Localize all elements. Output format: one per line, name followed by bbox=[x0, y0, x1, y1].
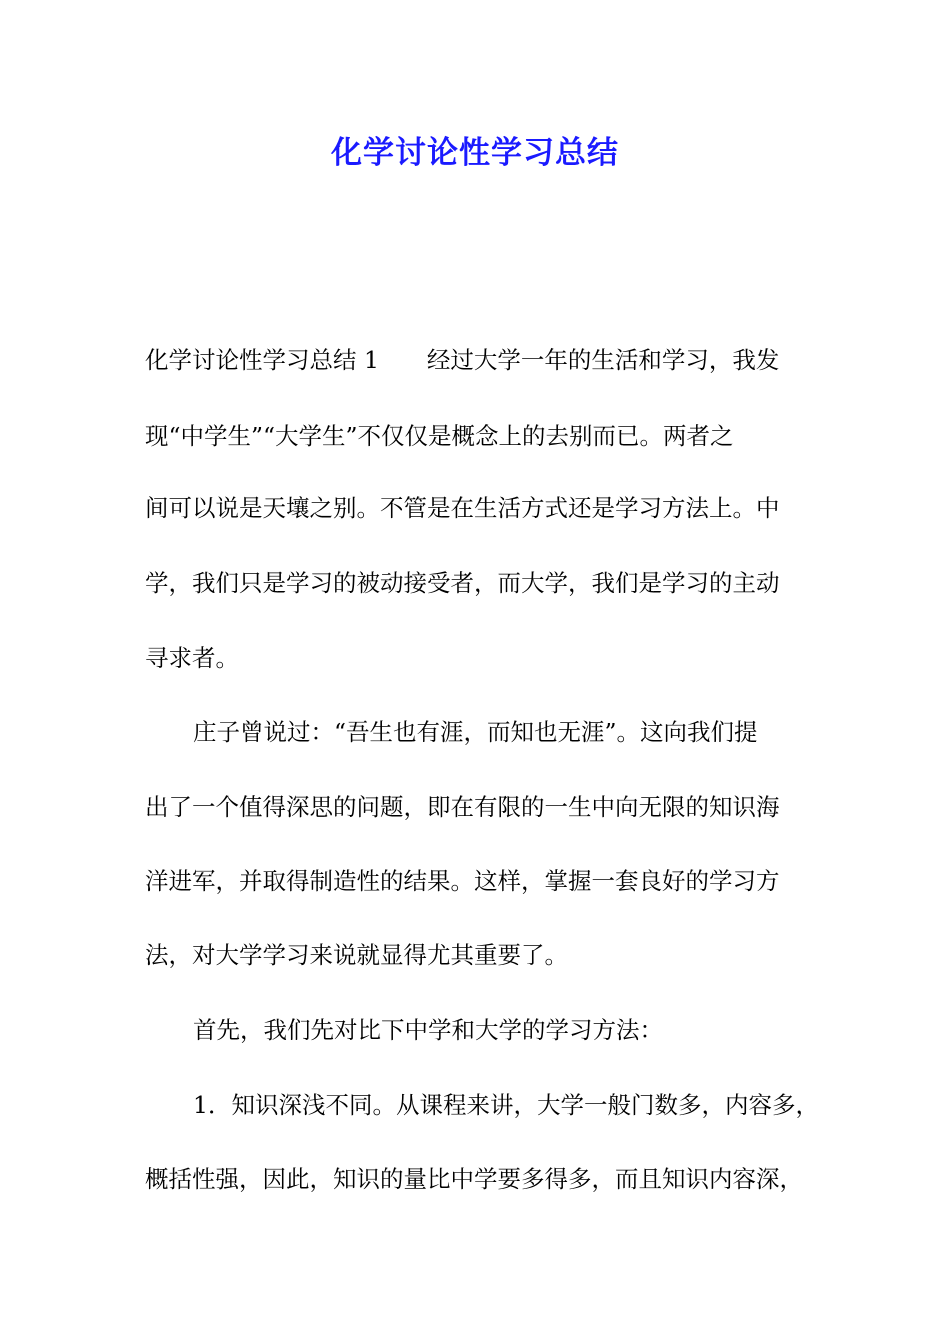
paragraph-line: 庄子曾说过：“吾生也有涯，而知也无涯”。这向我们提 bbox=[193, 718, 758, 746]
paragraph-text: 经过大学一年的生活和学习，我发 bbox=[426, 346, 780, 374]
paragraph-line: 法，对大学学习来说就显得尤其重要了。 bbox=[145, 941, 568, 969]
paragraph-line: 现“中学生”“大学生”不仅仅是概念上的去别而已。两者之 bbox=[145, 422, 734, 450]
paragraph-line: 1．知识深浅不同。从课程来讲，大学一般门数多，内容多， bbox=[193, 1091, 819, 1119]
section-heading: 化学讨论性学习总结 1 bbox=[145, 346, 379, 374]
paragraph-line: 概括性强，因此，知识的量比中学要多得多，而且知识内容深， bbox=[145, 1165, 803, 1193]
paragraph-line bbox=[145, 345, 825, 375]
paragraph-line: 首先，我们先对比下中学和大学的学习方法： bbox=[193, 1016, 663, 1044]
paragraph-line: 洋进军，并取得制造性的结果。这样，掌握一套良好的学习方 bbox=[145, 867, 780, 895]
paragraph-line: 出了一个值得深思的问题，即在有限的一生中向无限的知识海 bbox=[145, 793, 780, 821]
document-title: 化学讨论性学习总结 bbox=[331, 135, 619, 171]
paragraph-line: 学，我们只是学习的被动接受者，而大学，我们是学习的主动 bbox=[145, 569, 780, 597]
paragraph-line: 间可以说是天壤之别。不管是在生活方式还是学习方法上。中 bbox=[145, 494, 780, 522]
paragraph-line: 寻求者。 bbox=[145, 644, 239, 672]
